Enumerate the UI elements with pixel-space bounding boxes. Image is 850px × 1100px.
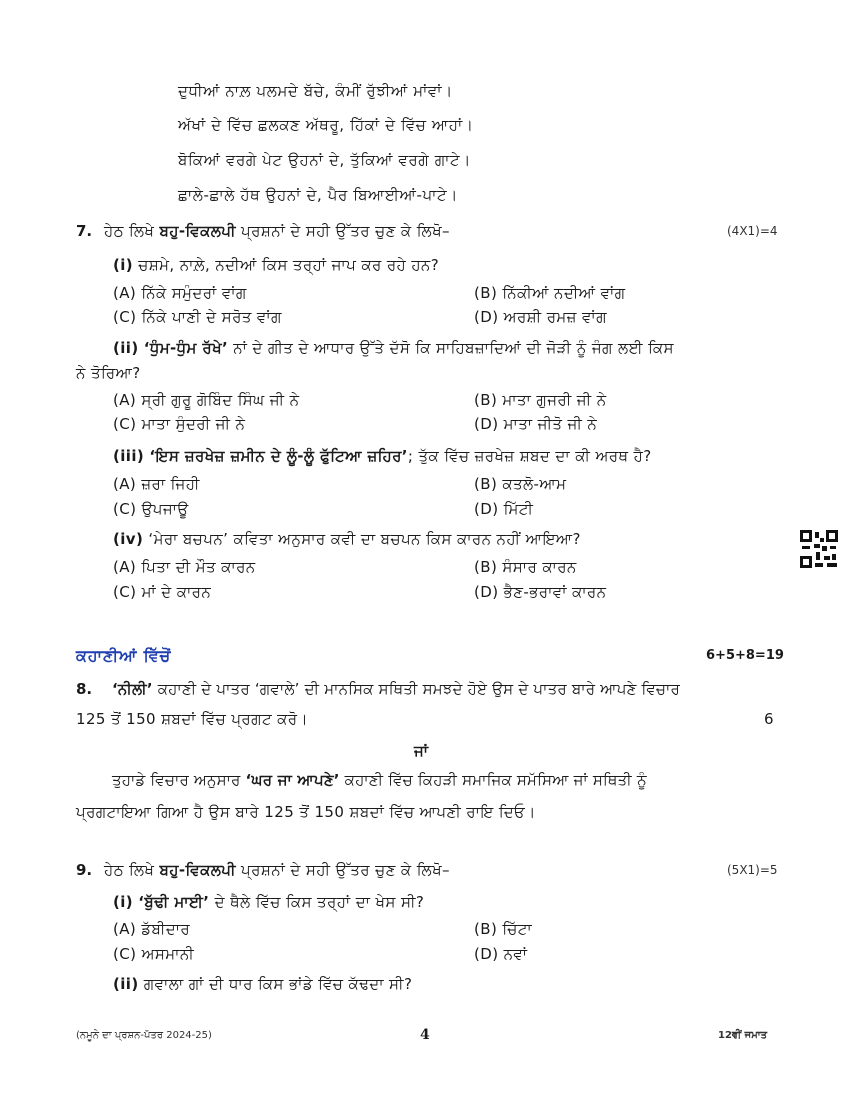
q9-i-option-d: (D) ਨਵਾਂ xyxy=(474,945,528,963)
q7-ii-option-b: (B) ਮਾਤਾ ਗੁਜਰੀ ਜੀ ਨੇ xyxy=(474,391,607,409)
q9-ii-question: (ii) ਗਵਾਲਾ ਗਾਂ ਦੀ ਧਾਰ ਕਿਸ ਭਾਂਡੇ ਵਿੱਚ ਕੱਢਦਾ ਸੀ? xyxy=(113,975,413,993)
q9-i-option-c: (C) ਅਸਮਾਨੀ xyxy=(113,945,195,963)
q7-iii-option-c: (C) ਉਪਜਾਊ xyxy=(113,500,189,518)
q7-ii-option-a: (A) ਸ੍ਰੀ ਗੁਰੂ ਗੋਬਿੰਦ ਸਿੰਘ ਜੀ ਨੇ xyxy=(113,391,300,409)
q7-i-question: (i) ਚਸ਼ਮੇ, ਨਾਲ਼ੇ, ਨਦੀਆਂ ਕਿਸ ਤਰ੍ਹਾਂ ਜਾਪ ਕਰ ਰਹੇ ਹਨ? xyxy=(113,256,440,274)
poem-line-4: ਛਾਲੇ-ਛਾਲੇ ਹੱਥ ਉਹਨਾਂ ਦੇ, ਪੈਰ ਬਿਆਈਆਂ-ਪਾਟੇ। xyxy=(178,186,458,204)
q7-i-option-d: (D) ਅਰਸ਼ੀ ਰਮਜ਼ ਵਾਂਗ xyxy=(474,308,607,326)
section-marks: 6+5+8=19 xyxy=(706,648,784,663)
or-separator: ਜਾਂ xyxy=(414,742,429,760)
footer-paper-label: (ਨਮੂਨੇ ਦਾ ਪ੍ਰਸ਼ਨ-ਪੱਤਰ 2024-25) xyxy=(76,1030,212,1041)
q7-iii-option-b: (B) ਕਤਲੋ-ਆਮ xyxy=(474,475,567,493)
qr-code-icon xyxy=(800,530,838,568)
q7-ii-option-d: (D) ਮਾਤਾ ਜੀਤੋ ਜੀ ਨੇ xyxy=(474,415,598,433)
question-7-text: ਹੇਠ ਲਿਖੇ ਬਹੁ-ਵਿਕਲਪੀ ਪ੍ਰਸ਼ਨਾਂ ਦੇ ਸਹੀ ਉੱਤਰ ਚੁਣ ਕੇ ਲਿਖੋ– xyxy=(104,222,450,240)
poem-line-2: ਅੱਖਾਂ ਦੇ ਵਿੱਚ ਛਲਕਣ ਅੱਥਰੂ, ਹਿੱਕਾਂ ਦੇ ਵਿੱਚ ਆਹਾਂ। xyxy=(178,116,474,134)
question-8-number: 8. xyxy=(76,680,93,698)
q7-i-option-b: (B) ਨਿੱਕੀਆਂ ਨਦੀਆਂ ਵਾਂਗ xyxy=(474,284,626,302)
question-9-marks: (5X1)=5 xyxy=(727,863,778,877)
question-7-number: 7. xyxy=(76,222,93,240)
q7-iii-option-a: (A) ਜ਼ਰਾ ਜਿਹੀ xyxy=(113,475,200,493)
q7-iv-option-a: (A) ਪਿਤਾ ਦੀ ਮੌਤ ਕਾਰਨ xyxy=(113,558,256,576)
section-title: ਕਹਾਣੀਆਂ ਵਿੱਚੋਂ xyxy=(76,646,172,665)
poem-line-1: ਦੁਧੀਆਂ ਨਾਲ਼ ਪਲਮਦੇ ਬੱਚੇ, ਕੰਮੀਂ ਰੁੱਝੀਆਂ ਮਾਂਵਾਂ। xyxy=(178,82,453,100)
question-9-number: 9. xyxy=(76,861,93,879)
poem-line-3: ਬੋਕਿਆਂ ਵਰਗੇ ਪੇਟ ਉਹਨਾਂ ਦੇ, ਤੁੱਕਿਆਂ ਵਰਗੇ ਗਾਟੇ। xyxy=(178,151,471,169)
question-8-alt-text: ਤੁਹਾਡੇ ਵਿਚਾਰ ਅਨੁਸਾਰ ‘ਘਰ ਜਾ ਆਪਣੇ’ ਕਹਾਣੀ ਵਿੱਚ ਕਿਹੜੀ ਸਮਾਜਿਕ ਸਮੱਸਿਆ ਜਾਂ ਸਥਿਤੀ ਨੂੰ xyxy=(112,771,647,789)
q7-iv-option-b: (B) ਸੰਸਾਰ ਕਾਰਨ xyxy=(474,558,577,576)
q7-iv-question: (iv) ‘ਮੇਰਾ ਬਚਪਨ’ ਕਵਿਤਾ ਅਨੁਸਾਰ ਕਵੀ ਦਾ ਬਚਪਨ ਕਿਸ ਕਾਰਨ ਨਹੀਂ ਆਇਆ? xyxy=(113,530,581,548)
footer-class-label: 12ਵੀਂ ਜਮਾਤ xyxy=(718,1030,768,1041)
question-8-alt-text-cont: ਪ੍ਰਗਟਾਇਆ ਗਿਆ ਹੈ ਉਸ ਬਾਰੇ 125 ਤੋਂ 150 ਸ਼ਬਦਾਂ ਵਿੱਚ ਆਪਣੀ ਰਾਇ ਦਿਓ। xyxy=(76,803,536,821)
question-8-marks: 6 xyxy=(764,710,774,728)
q7-i-option-c: (C) ਨਿੱਕੇ ਪਾਣੀ ਦੇ ਸਰੋਤ ਵਾਂਗ xyxy=(113,308,282,326)
question-8-text: ‘ਨੀਲੀ’ ਕਹਾਣੀ ਦੇ ਪਾਤਰ ‘ਗਵਾਲੇ’ ਦੀ ਮਾਨਸਿਕ ਸਥਿਤੀ ਸਮਝਦੇ ਹੋਏ ਉਸ ਦੇ ਪਾਤਰ ਬਾਰੇ ਆਪਣੇ ਵਿਚਾਰ xyxy=(112,680,681,698)
q7-ii-question: (ii) ‘ਧੁੰਮ-ਧੁੰਮ ਰੱਖੇ’ ਨਾਂ ਦੇ ਗੀਤ ਦੇ ਆਧਾਰ ਉੱਤੇ ਦੱਸੋ ਕਿ ਸਾਹਿਬਜ਼ਾਦਿਆਂ ਦੀ ਜੋੜੀ ਨੂੰ ਜੰਗ ਲਈ ਕਿਸ xyxy=(113,339,674,357)
q7-iv-option-d: (D) ਭੈਣ-ਭਰਾਵਾਂ ਕਾਰਨ xyxy=(474,583,607,601)
q7-iv-option-c: (C) ਮਾਂ ਦੇ ਕਾਰਨ xyxy=(113,583,212,601)
page-number: 4 xyxy=(420,1027,430,1043)
q9-i-question: (i) ‘ਬੁੱਢੀ ਮਾਈ’ ਦੇ ਥੈਲੇ ਵਿੱਚ ਕਿਸ ਤਰ੍ਹਾਂ ਦਾ ਖੇਸ ਸੀ? xyxy=(113,893,425,911)
q7-iii-option-d: (D) ਮਿੱਟੀ xyxy=(474,500,534,518)
question-8-text-cont: 125 ਤੋਂ 150 ਸ਼ਬਦਾਂ ਵਿੱਚ ਪ੍ਰਗਟ ਕਰੋ। xyxy=(76,710,308,728)
question-9-text: ਹੇਠ ਲਿਖੇ ਬਹੁ-ਵਿਕਲਪੀ ਪ੍ਰਸ਼ਨਾਂ ਦੇ ਸਹੀ ਉੱਤਰ ਚੁਣ ਕੇ ਲਿਖੋ– xyxy=(104,861,450,879)
q7-i-option-a: (A) ਨਿੱਕੇ ਸਮੁੰਦਰਾਂ ਵਾਂਗ xyxy=(113,284,247,302)
q7-iii-question: (iii) ‘ਇਸ ਜ਼ਰਖੇਜ਼ ਜ਼ਮੀਨ ਦੇ ਲੂੰ-ਲੂੰ ਫੁੱਟਿਆ ਜ਼ਹਿਰ’; ਤੁੱਕ ਵਿੱਚ ਜ਼ਰਖੇਜ਼ ਸ਼ਬਦ ਦਾ ਕੀ ਅਰਥ ਹੈ? xyxy=(113,447,652,465)
q9-i-option-b: (B) ਚਿੱਟਾ xyxy=(474,920,533,938)
q7-ii-question-cont: ਨੇ ਤੋਰਿਆ? xyxy=(76,364,141,382)
q7-ii-option-c: (C) ਮਾਤਾ ਸੁੰਦਰੀ ਜੀ ਨੇ xyxy=(113,415,246,433)
q9-i-option-a: (A) ਡੱਬੀਦਾਰ xyxy=(113,920,191,938)
question-7-marks: (4X1)=4 xyxy=(727,224,778,238)
